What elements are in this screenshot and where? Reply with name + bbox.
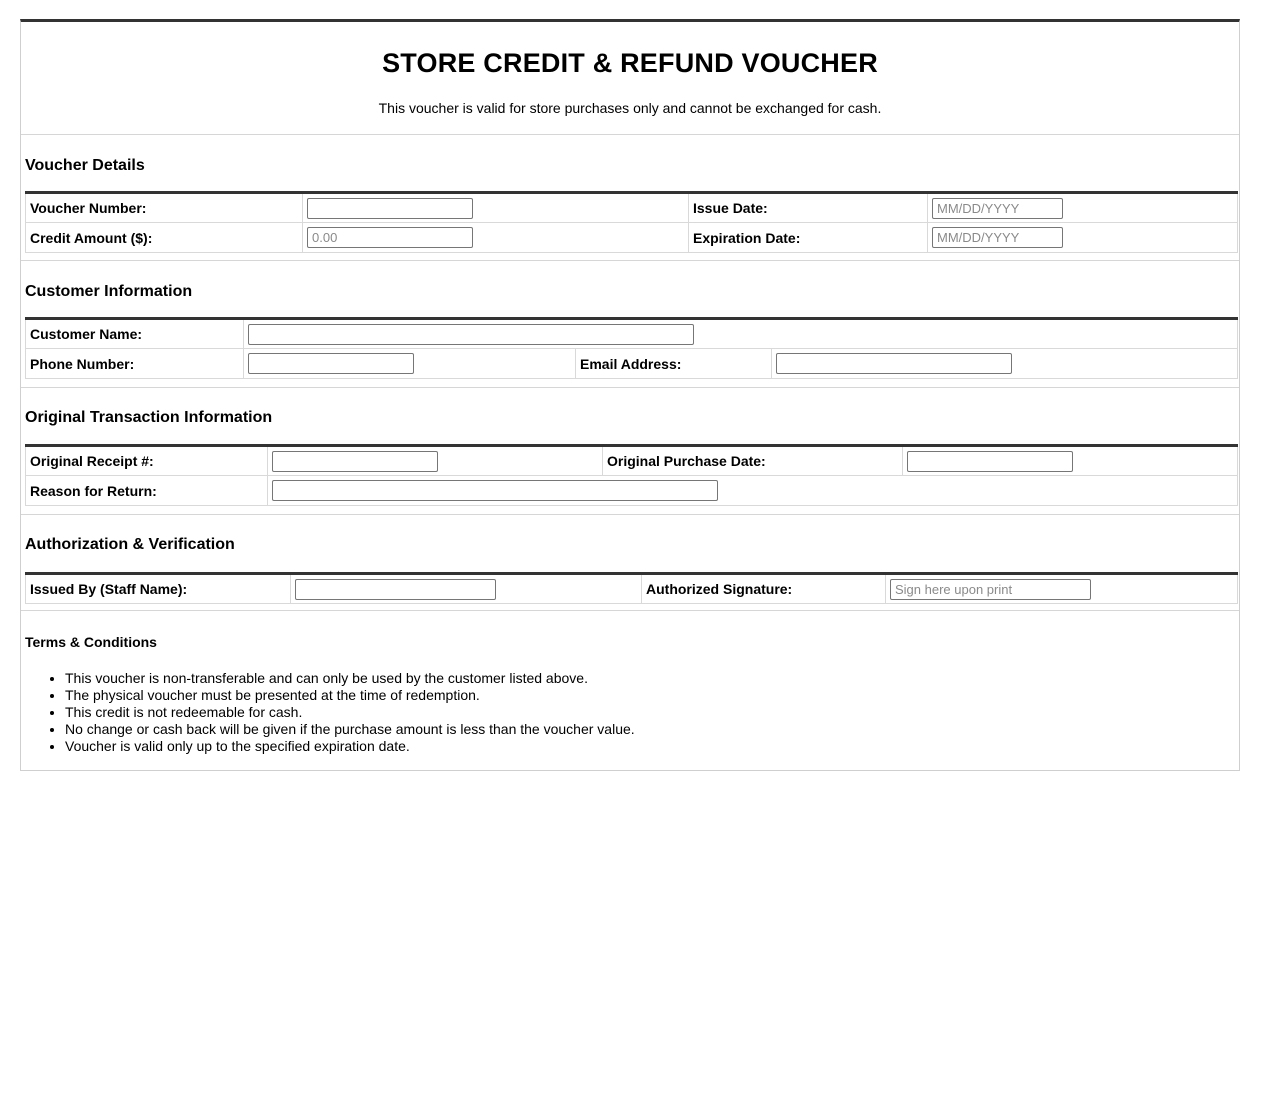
customer-info-table: [25, 317, 1238, 379]
reason-for-return-label: Reason for Return:: [26, 476, 268, 506]
list-item: • Voucher is valid only up to the specified expiration date.: [65, 738, 635, 755]
email-address-input[interactable]: [776, 353, 1012, 374]
table-row: [26, 223, 1238, 253]
customer-info-heading: Customer Information: [25, 283, 193, 300]
authorization-heading: Authorization & Verification: [25, 536, 235, 553]
voucher-header: [21, 22, 1239, 135]
expiration-date-label: Expiration Date:: [689, 223, 928, 253]
voucher-form: [20, 19, 1240, 771]
table-row: [26, 349, 1238, 379]
customer-info-section: [21, 261, 1239, 388]
original-receipt-input[interactable]: [272, 451, 438, 472]
transaction-info-section: [21, 388, 1239, 515]
customer-name-input[interactable]: [248, 324, 694, 345]
terms-heading: Terms & Conditions: [25, 634, 157, 650]
original-purchase-date-label: Original Purchase Date:: [603, 446, 903, 476]
voucher-details-heading: Voucher Details: [25, 157, 145, 174]
customer-name-label: Customer Name:: [26, 319, 244, 349]
phone-number-input[interactable]: [248, 353, 414, 374]
reason-for-return-input[interactable]: [272, 480, 718, 501]
phone-number-label: Phone Number:: [26, 349, 244, 379]
issue-date-label: Issue Date:: [689, 193, 928, 223]
issued-by-input[interactable]: [295, 579, 496, 600]
original-receipt-label: Original Receipt #:: [26, 446, 268, 476]
list-item: • No change or cash back will be given if the purchase amount is less than the voucher value.: [65, 721, 635, 738]
authorized-signature-input[interactable]: [890, 579, 1091, 600]
list-item: • The physical voucher must be presented at the time of redemption.: [65, 687, 635, 704]
table-row: [26, 574, 1238, 604]
voucher-details-section: [21, 135, 1239, 261]
terms-list: [25, 670, 635, 755]
table-row: [26, 193, 1238, 223]
page-subtitle: This voucher is valid for store purchases only and cannot be exchanged for cash.: [378, 100, 882, 116]
table-row: [26, 319, 1238, 349]
credit-amount-label: Credit Amount ($):: [26, 223, 303, 253]
voucher-details-table: [25, 191, 1238, 253]
transaction-info-heading: Original Transaction Information: [25, 409, 273, 426]
list-item: • This credit is not redeemable for cash.: [65, 704, 635, 721]
transaction-info-table: [25, 444, 1238, 506]
list-item: • This voucher is non-transferable and can only be used by the customer listed above.: [65, 670, 635, 687]
table-row: [26, 476, 1238, 506]
voucher-number-label: Voucher Number:: [26, 193, 303, 223]
authorization-section: [21, 515, 1239, 611]
issue-date-input[interactable]: [932, 198, 1063, 219]
voucher-number-input[interactable]: [307, 198, 473, 219]
page-title: STORE CREDIT & REFUND VOUCHER: [382, 48, 878, 78]
email-address-label: Email Address:: [576, 349, 772, 379]
issued-by-label: Issued By (Staff Name):: [26, 574, 291, 604]
authorized-signature-label: Authorized Signature:: [642, 574, 886, 604]
authorization-table: [25, 572, 1238, 604]
expiration-date-input[interactable]: [932, 227, 1063, 248]
original-purchase-date-input[interactable]: [907, 451, 1073, 472]
table-row: [26, 446, 1238, 476]
credit-amount-input[interactable]: [307, 227, 473, 248]
